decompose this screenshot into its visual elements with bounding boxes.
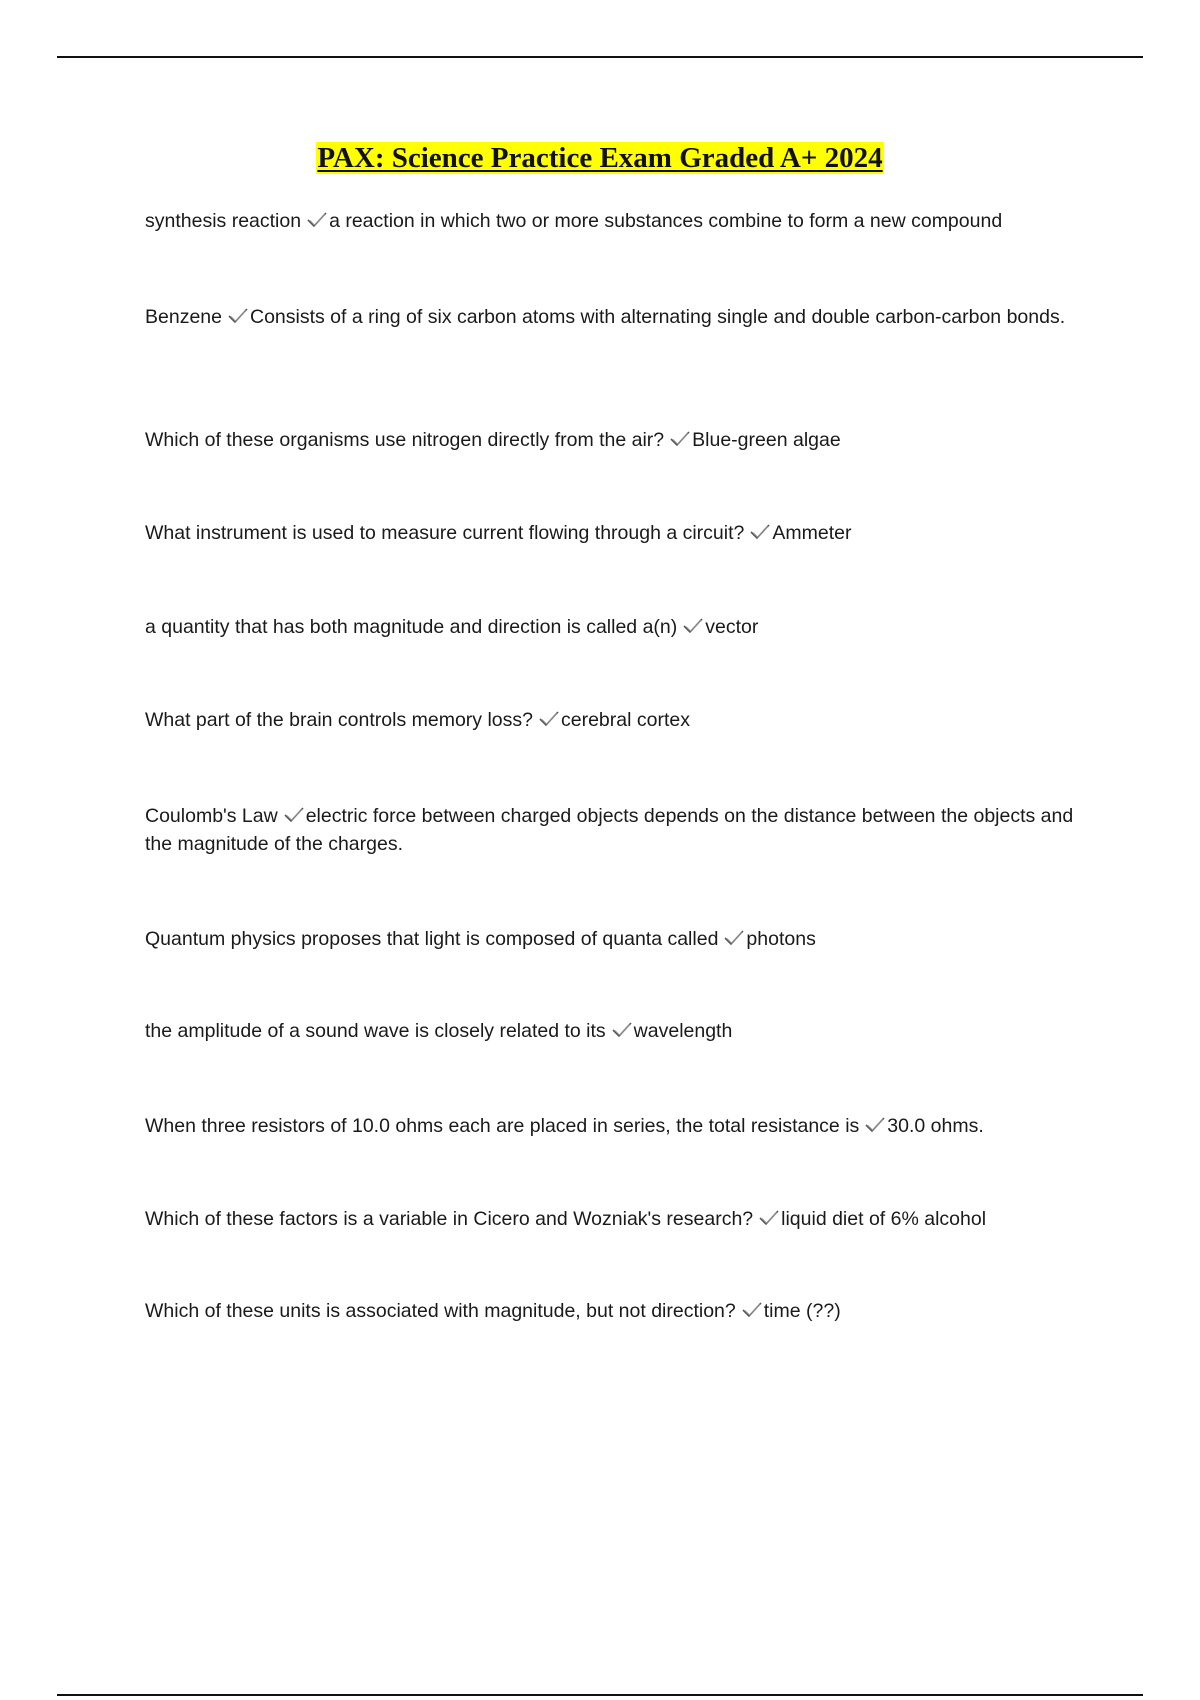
answer-text: 30.0 ohms. [887,1115,984,1137]
check-mark-icon [227,307,249,325]
answer-text: electric force between charged objects depends on the distance between the objects and the magnitude of the charges. [145,805,1074,855]
question-text: Which of these units is associated with magnitude, but not direction? [145,1300,736,1322]
answer-text: Consists of a ring of six carbon atoms with alternating single and double carbon-carbon bonds. [249,306,1066,328]
answer-text: time (??) [763,1300,841,1322]
question-text: a quantity that has both magnitude and direction is called a(n) [145,616,678,638]
qa-item [145,1017,1085,1045]
top-rule [57,56,1143,58]
answer-text: a reaction in which two or more substances combine to form a new compound [329,210,1003,232]
question-text: What part of the brain controls memory loss? [145,709,533,731]
question-text: synthesis reaction [145,210,302,232]
question-text: Benzene [145,306,222,328]
question-text: When three resistors of 10.0 ohms each are placed in series, the total resistance is [145,1115,860,1137]
question-text: Coulomb's Law [145,805,278,827]
title-block [0,142,1200,175]
check-mark-icon [682,617,704,635]
check-mark-icon [306,211,328,229]
qa-item [145,519,1085,547]
check-mark-icon [669,430,691,448]
question-text: What instrument is used to measure current flowing through a circuit? [145,522,745,544]
qa-item [145,925,1085,953]
qa-item [145,1205,1085,1233]
qa-item [145,802,1085,858]
answer-text: photons [746,928,816,950]
question-text: Quantum physics proposes that light is composed of quanta called [145,928,719,950]
check-mark-icon [758,1209,780,1227]
question-text: the amplitude of a sound wave is closely related to its [145,1020,606,1042]
qa-item [145,706,1085,734]
qa-item [145,1297,1085,1325]
question-text: Which of these organisms use nitrogen directly from the air? [145,429,665,451]
answer-text: liquid diet of 6% alcohol [781,1208,987,1230]
check-mark-icon [864,1116,886,1134]
page-title: PAX: Science Practice Exam Graded A+ 2024 [317,142,883,174]
qa-item [145,613,1085,641]
answer-text: Ammeter [772,522,852,544]
check-mark-icon [741,1301,763,1319]
check-mark-icon [723,929,745,947]
answer-text: vector [705,616,759,638]
qa-item [145,207,1085,235]
answer-text: wavelength [633,1020,733,1042]
check-mark-icon [283,806,305,824]
bottom-rule [57,1694,1143,1696]
qa-item [145,426,1085,454]
answer-text: Blue-green algae [692,429,841,451]
question-text: Which of these factors is a variable in Cicero and Wozniak's research? [145,1208,754,1230]
check-mark-icon [538,710,560,728]
check-mark-icon [611,1021,633,1039]
qa-item [145,1112,1085,1140]
check-mark-icon [749,523,771,541]
answer-text: cerebral cortex [561,709,690,731]
qa-item [145,303,1085,331]
